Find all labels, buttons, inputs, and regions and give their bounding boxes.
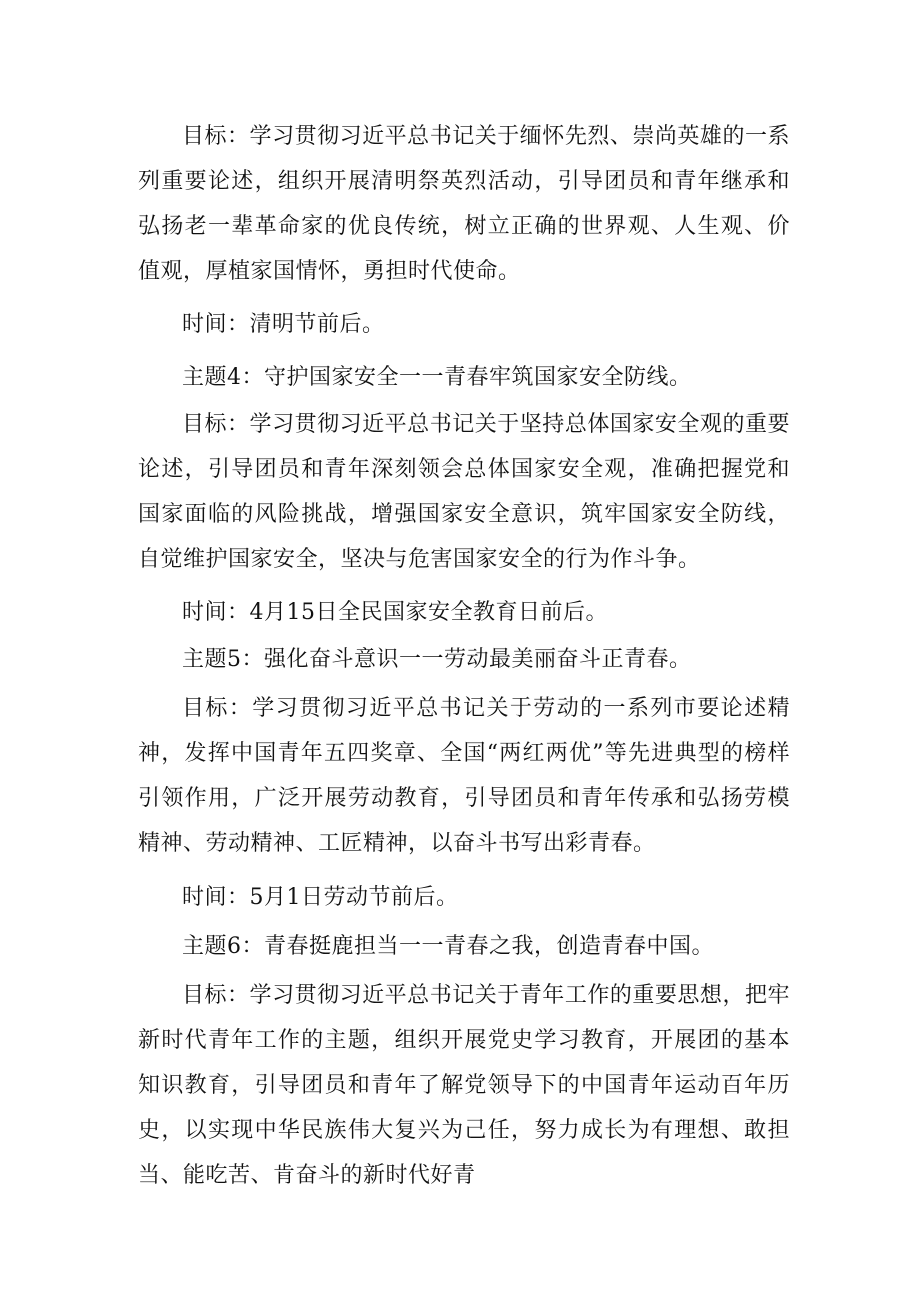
paragraph-theme-6: 主题6：青春挺鹿担当一一青春之我，创造青春中国。 <box>182 934 714 959</box>
paragraph-goal-national-security: 目标：学习贯彻习近平总书记关于坚持总体国家安全观的重要论述，引导团员和青年深刻领会总体国家安全观，准确把握党和国家面临的风险挑战，增强国家安全意识，筑牢国家安全防线，自觉维护国家安全，坚决与危害国家安全的行为作斗争。 <box>138 412 790 572</box>
paragraph-time-qingming: 时间：清明节前后。 <box>182 312 385 337</box>
paragraph-time-labor-day: 时间：5月1日劳动节前后。 <box>182 885 459 910</box>
paragraph-theme-4: 主题4：守护国家安全一一青春牢筑国家安全防线。 <box>182 365 692 390</box>
paragraph-theme-5: 主题5：强化奋斗意识一一劳动最美丽奋斗正青春。 <box>182 647 692 672</box>
paragraph-goal-martyrs: 目标：学习贯彻习近平总书记关于缅怀先烈、崇尚英雄的一系列重要论述，组织开展清明祭英烈活动，引导团员和青年继承和弘扬老一辈革命家的优良传统，树立正确的世界观、人生观、价值观，厚植家国情怀，勇担时代使命。 <box>138 124 790 284</box>
paragraph-goal-labor: 目标：学习贯彻习近平总书记关于劳动的一系列市要论述精神，发挥中国青年五四奖章、全国“两红两优”等先进典型的榜样引领作用，广泛开展劳动教育，引导团员和青年传承和弘扬劳模精神、劳动精神、工匠精神，以奋斗书写出彩青春。 <box>138 696 790 856</box>
paragraph-time-security-day: 时间：4月15日全民国家安全教育日前后。 <box>182 600 608 625</box>
paragraph-goal-youth-work: 目标：学习贯彻习近平总书记关于青年工作的重要思想，把牢新时代青年工作的主题，组织开展党史学习教育，开展团的基本知识教育，引导团员和青年了解党领导下的中国青年运动百年历史，以实现中华民族伟大复兴为己任，努力成长为有理想、敢担当、能吃苦、肯奋斗的新时代好青 <box>138 983 790 1188</box>
